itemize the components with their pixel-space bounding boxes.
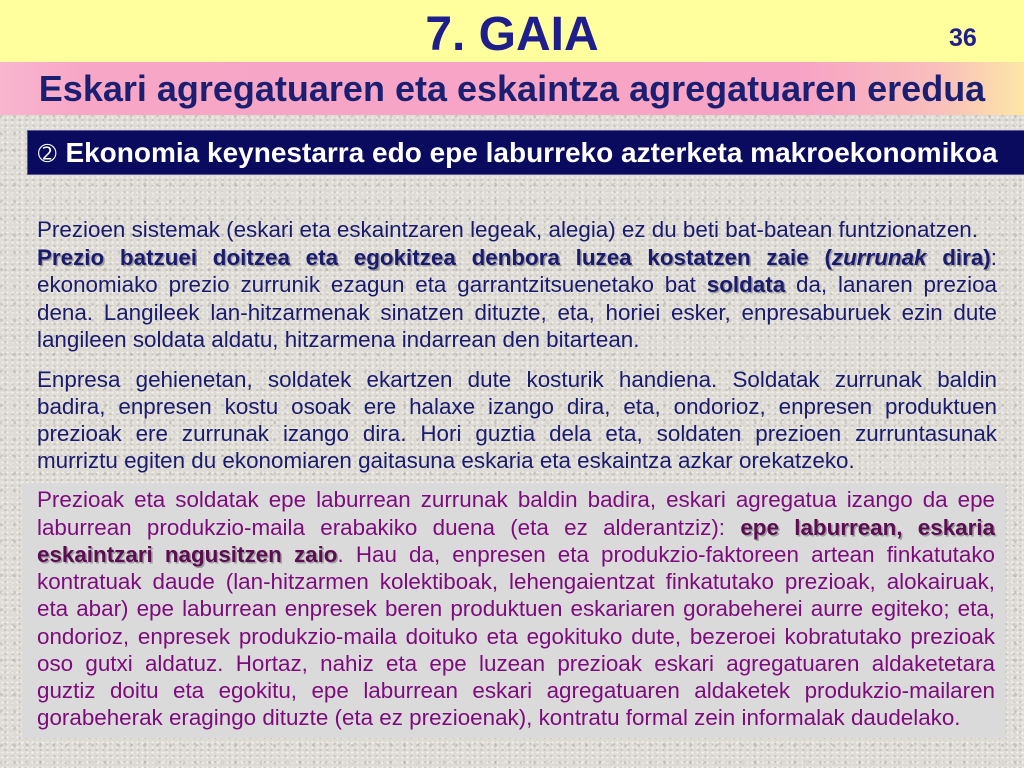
text-run: Prezioen sistemak (eskari eta eskaintzaren legeak, alegia) ez du beti bat-batean funtzionatzen. — [37, 217, 978, 242]
text-run: eta abar) epe laburrean enpresek beren produktuen eskariaren gorabeherei aurre egiteko; eta, — [37, 596, 995, 622]
paragraph-line — [37, 244, 997, 272]
box-line — [37, 595, 995, 622]
paragraph-wage-costs — [37, 366, 997, 474]
emphasis-text: dira) — [926, 244, 991, 270]
paragraph-line — [37, 420, 997, 447]
section-number-bullet: ➁ — [38, 142, 57, 167]
paragraph-line — [37, 271, 997, 299]
box-line — [37, 623, 995, 650]
box-line — [37, 677, 995, 704]
box-line — [37, 541, 995, 568]
highlight-box — [22, 483, 1005, 738]
box-line — [37, 568, 995, 595]
text-run: ekonomiako prezio zurrunik ezagun eta garrantzitsuenetako bat — [37, 272, 707, 297]
text-run: murriztu egiten du ekonomiaren gaitasuna eskaria eta eskaintza azkar orekatzeko. — [37, 447, 855, 473]
text-run: langileen soldata aldatu, hitzarmena indarrean den bitartean. — [37, 327, 640, 352]
box-line — [37, 486, 995, 513]
section-heading-bar — [27, 130, 1024, 175]
paragraph-price-rigidity — [37, 216, 997, 354]
section-heading-text: Ekonomia keynestarra edo epe laburreko azterketa makroekonomikoa — [65, 137, 998, 168]
paragraph-line — [37, 216, 997, 244]
subtitle-band — [0, 62, 1024, 115]
slide-subtitle: Eskari agregatuaren eta eskaintza agregatuaren eredua — [38, 68, 986, 109]
paragraph-line — [37, 447, 997, 474]
text-run: prezioak ere zurrunak izango dira. Hori guztia dela eta, soldaten prezioen zurruntasunak — [37, 420, 997, 446]
slide-title: 7. GAIA — [425, 8, 599, 61]
page-number: 36 — [949, 24, 977, 52]
emphasis-text: epe laburrean, eskaria — [740, 514, 995, 540]
text-run: da, lanaren prezioa — [785, 272, 997, 297]
text-run: dena. Langileek lan-hitzarmenak sinatzen dituzte, eta, horiei esker, enpresaburuek ezin dute — [37, 299, 997, 325]
text-run: gorabeherak eragingo dituzte (eta ez prezioenak), kontratu formal zein informalak daudelako. — [37, 705, 961, 731]
text-run: . Hau da, enpresen eta produkzio-faktoreen artean finkatutako — [337, 541, 995, 567]
text-run: badira, enpresen kostu osoak ere halaxe izango dira, eta, ondorioz, enpresen produktuen — [37, 393, 997, 419]
title-band — [0, 0, 1024, 62]
box-line — [37, 650, 995, 677]
emphasis-italic-text: zurrunak — [831, 244, 927, 270]
text-run: : — [990, 244, 997, 270]
text-run: Enpresa gehienetan, soldatek ekartzen dute kosturik handiena. Soldatak zurrunak baldin — [37, 366, 997, 392]
emphasis-text: soldata — [706, 272, 786, 297]
emphasis-text: eskaintzari nagusitzen zaio — [37, 541, 338, 567]
text-run: laburrean produkzio-maila erabakiko duena (eta ez alderantziz): — [37, 514, 741, 540]
text-run: guztiz doitu eta egokitu, epe laburrean eskari agregatuaren aldaketek produkzio-mailaren — [37, 678, 995, 704]
text-run: ondorioz, enpresek produkzio-maila doituko eta egokituko dute, bezeroei kobratutako prezioak — [37, 623, 995, 649]
paragraph-line — [37, 366, 997, 393]
box-line — [37, 704, 995, 731]
paragraph-line — [37, 326, 997, 354]
text-run: Prezioak eta soldatak epe laburrean zurrunak baldin badira, eskari agregatua izango da epe — [37, 487, 995, 513]
text-run: kontratuak daude (lan-hitzarmen kolektiboak, lehengaientzat finkatutako prezioak, alokairuak, — [37, 569, 995, 595]
text-run: oso gutxi aldatuz. Hortaz, nahiz eta epe luzean prezioak eskari agregatuaren aldaketetara — [37, 650, 995, 676]
paragraph-line — [37, 299, 997, 327]
box-line — [37, 514, 995, 541]
emphasis-text: Prezio batzuei doitzea eta egokitzea denbora luzea kostatzen zaie ( — [37, 244, 832, 270]
paragraph-line — [37, 393, 997, 420]
